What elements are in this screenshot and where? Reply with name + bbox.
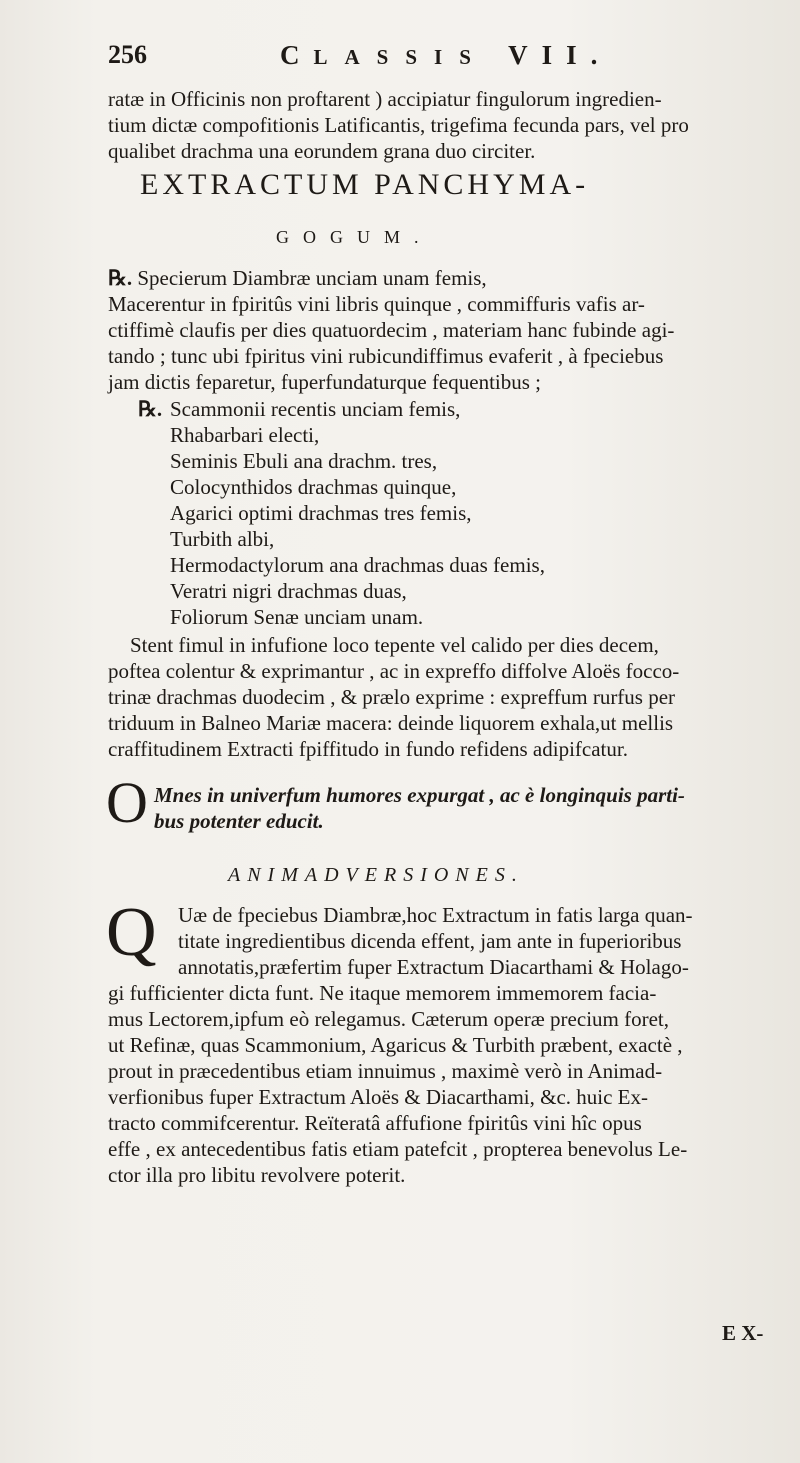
- ingredient: Agarici optimi drachmas tres femis,: [170, 501, 472, 525]
- running-header: [108, 40, 728, 80]
- annotation-line: tracto commifcerentur. Reïteratâ affufione fpiritûs vini hîc opus: [108, 1111, 642, 1135]
- recipe-symbol: ℞.: [108, 266, 133, 290]
- annotation-line: gi fufficienter dicta funt. Ne itaque memorem immemorem facia-: [108, 981, 657, 1005]
- recipe-symbol-2: ℞.: [138, 397, 163, 421]
- recipe-line-1: Macerentur in fpiritûs vini libris quinque , commiffuris vafis ar-: [108, 292, 645, 316]
- ingredient: Hermodactylorum ana drachmas duas femis,: [170, 553, 545, 577]
- directions-line-5: craffitudinem Extracti fpiffitudo in fundo refidens adipifcatur.: [108, 737, 628, 761]
- ingredient: Turbith albi,: [170, 527, 275, 551]
- virtue-drop-initial: O: [106, 770, 148, 835]
- running-title-rest: LASSIS: [313, 45, 488, 69]
- ingredient: Seminis Ebuli ana drachm. tres,: [170, 449, 438, 473]
- annotation-line: verfionibus fuper Extractum Aloës & Diacarthami, &c. huic Ex-: [108, 1085, 649, 1109]
- ingredient: Veratri nigri drachmas duas,: [170, 579, 407, 603]
- virtue-line-2: bus potenter educit.: [154, 809, 324, 833]
- running-title-initial: C: [280, 40, 314, 70]
- ingredient: Foliorum Senæ unciam unam.: [170, 605, 424, 629]
- directions-line-4: triduum in Balneo Mariæ macera: deinde liquorem exhala,ut mellis: [108, 711, 674, 735]
- running-title: [280, 40, 611, 71]
- section-title: EXTRACTUM PANCHYMA-: [140, 168, 590, 201]
- virtue-line-1: Mnes in univerfum humores expurgat , ac è longinquis parti-: [154, 783, 685, 807]
- annotation-line: annotatis,præfertim fuper Extractum Diacarthami & Holago-: [178, 955, 689, 979]
- recipe-first-ingredient: Specierum Diambræ unciam unam femis,: [137, 266, 487, 290]
- ingredient: Rhabarbari electi,: [170, 423, 320, 447]
- directions-line-2: poftea colentur & exprimantur , ac in expreffo diffolve Aloës focco-: [108, 659, 680, 683]
- directions-line-3: trinæ drachmas duodecim , & prælo exprime : expreffum rurfus per: [108, 685, 676, 709]
- annotation-line: prout in præcedentibus etiam innuimus , maximè verò in Animad-: [108, 1059, 663, 1083]
- directions-line-1: Stent fimul in infufione loco tepente vel calido per dies decem,: [130, 633, 659, 657]
- running-title-number: VII.: [508, 40, 612, 70]
- intro-line-1: ratæ in Officinis non proftarent ) accipiatur fingulorum ingredien-: [108, 87, 662, 111]
- annotation-line: ut Refinæ, quas Scammonium, Agaricus & Turbith præbent, exactè ,: [108, 1033, 683, 1057]
- annotation-line: effe , ex antecedentibus fatis etiam patefcit , propterea benevolus Le-: [108, 1137, 688, 1161]
- annotation-line: mus Lectorem,ipfum eò relegamus. Cæterum operæ precium foret,: [108, 1007, 670, 1031]
- section-title-continued: GOGUM.: [276, 227, 433, 247]
- ingredient: Colocynthidos drachmas quinque,: [170, 475, 457, 499]
- recipe-line-4: jam dictis feparetur, fuperfundaturque fequentibus ;: [108, 370, 542, 394]
- intro-line-2: tium dictæ compofitionis Latificantis, trigefima fecunda pars, vel pro: [108, 113, 689, 137]
- recipe-first-line: [108, 265, 487, 291]
- intro-line-3: qualibet drachma una eorundem grana duo circiter.: [108, 139, 536, 163]
- catchword: E X-: [722, 1321, 764, 1345]
- ingredient: Scammonii recentis unciam femis,: [170, 397, 461, 421]
- annotation-line: titate ingredientibus dicenda effent, jam ante in fuperioribus: [178, 929, 682, 953]
- page-number: 256: [108, 40, 147, 69]
- animadversiones-heading: ANIMADVERSIONES.: [228, 864, 524, 886]
- animadversiones-drop-initial: Q: [106, 894, 157, 971]
- recipe-line-3: tando ; tunc ubi fpiritus vini rubicundiffimus evaferit , à fpeciebus: [108, 344, 664, 368]
- annotation-line: Uæ de fpeciebus Diambræ,hoc Extractum in fatis larga quan-: [178, 903, 693, 927]
- annotation-line: ctor illa pro libitu revolvere poterit.: [108, 1163, 406, 1187]
- recipe-line-2: ctiffimè claufis per dies quatuordecim , materiam hanc fubinde agi-: [108, 318, 675, 342]
